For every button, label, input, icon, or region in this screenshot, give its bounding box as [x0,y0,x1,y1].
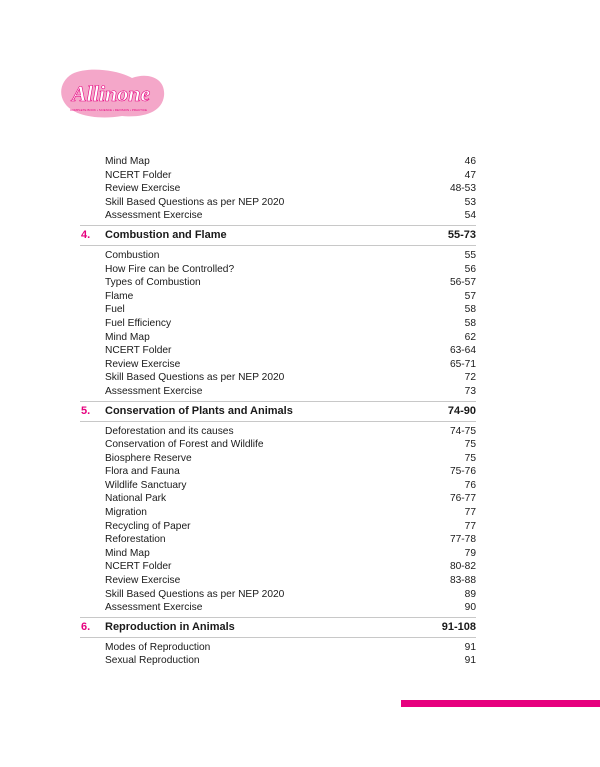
table-of-contents [80,155,476,668]
entry-page: 76-77 [449,493,476,505]
toc-entry [80,425,476,439]
entry-label: Skill Based Questions as per NEP 2020 [105,588,285,600]
entry-page: 90 [464,602,476,614]
chapter-heading [80,401,476,422]
pink-accent-bar [401,700,600,707]
entry-label: Deforestation and its causes [105,425,234,437]
entry-page: 79 [464,547,476,559]
entry-page: 63-64 [449,345,476,357]
entry-label: NCERT Folder [105,169,172,181]
toc-entry [80,331,476,345]
entry-page: 58 [464,317,476,329]
toc-entry [80,547,476,561]
entry-page: 77 [464,507,476,519]
entry-label: Mind Map [105,331,150,343]
toc-entry [80,492,476,506]
entry-label: Review Exercise [105,575,181,587]
chapter-number: 4. [81,229,91,242]
entry-page: 47 [464,169,476,181]
entry-page: 75-76 [449,466,476,478]
toc-entry [80,601,476,615]
entry-label: Assessment Exercise [105,602,203,614]
toc-entry [80,358,476,372]
toc-entry [80,506,476,520]
chapter-pages: 91-108 [441,621,476,634]
entry-label: Mind Map [105,547,150,559]
entry-label: Sexual Reproduction [105,655,200,667]
toc-entry [80,182,476,196]
toc-entry [80,533,476,547]
entry-page: 48-53 [449,183,476,195]
entry-label: NCERT Folder [105,345,172,357]
entry-label: Recycling of Paper [105,520,191,532]
entry-label: Conservation of Forest and Wildlife [105,439,264,451]
entry-label: Migration [105,507,147,519]
chapter-pages: 55-73 [447,229,476,242]
toc-entry [80,317,476,331]
entry-page: 55 [464,249,476,261]
toc-entry [80,290,476,304]
toc-entry [80,479,476,493]
entry-page: 56-57 [449,277,476,289]
toc-entry [80,344,476,358]
toc-entry [80,654,476,668]
entry-page: 56 [464,263,476,275]
toc-entry [80,276,476,290]
toc-entry [80,641,476,655]
toc-entry [80,588,476,602]
toc-entry [80,263,476,277]
entry-label: Fuel Efficiency [105,317,172,329]
entry-label: National Park [105,493,167,505]
chapter-number: 5. [81,405,91,417]
entry-label: Mind Map [105,156,150,167]
entry-page: 58 [464,304,476,316]
entry-label: Review Exercise [105,183,181,195]
chapter-number: 6. [81,621,91,634]
entry-label: Wildlife Sanctuary [105,479,187,491]
toc-entry [80,438,476,452]
toc-entry [80,520,476,534]
entry-page: 54 [464,210,476,222]
entry-label: Fuel [105,304,125,316]
entry-page: 91 [464,641,476,653]
entry-label: Flame [105,290,134,302]
entry-label: Skill Based Questions as per NEP 2020 [105,196,285,208]
chapter-heading [80,225,476,246]
entry-page: 72 [464,372,476,384]
entry-page: 83-88 [449,575,476,587]
entry-page: 73 [464,385,476,397]
entry-page: 75 [464,439,476,451]
entry-page: 46 [464,156,476,167]
brand-tagline: COMPLETE BOOK • SCIENCE • REVISION • PRACTICE [70,108,147,112]
toc-entry [80,560,476,574]
chapter-pages: 74-90 [447,405,476,417]
chapter-heading [80,617,476,638]
entry-label: Combustion [105,249,160,261]
entry-page: 89 [464,588,476,600]
toc-entry [80,209,476,223]
chapter-title: Conservation of Plants and Animals [105,405,293,417]
toc-entry [80,465,476,479]
entry-label: Assessment Exercise [105,385,203,397]
entry-page: 75 [464,452,476,464]
entry-label: How Fire can be Controlled? [105,263,235,275]
chapter-title: Reproduction in Animals [105,621,235,634]
entry-page: 65-71 [449,358,476,370]
entry-label: Reforestation [105,534,166,546]
entry-page: 91 [464,655,476,667]
entry-page: 62 [464,331,476,343]
entry-page: 80-82 [449,561,476,573]
entry-label: Types of Combustion [105,277,201,289]
brand-name: Allinone [72,81,151,106]
entry-page: 57 [464,290,476,302]
entry-page: 77 [464,520,476,532]
toc-entry [80,249,476,263]
entry-page: 77-78 [449,534,476,546]
toc-entry [80,169,476,183]
toc-entry [80,196,476,210]
toc-entry [80,371,476,385]
entry-page: 53 [464,196,476,208]
chapter-title: Combustion and Flame [105,229,227,242]
entry-page: 76 [464,479,476,491]
toc-entry [80,574,476,588]
entry-label: Modes of Reproduction [105,641,211,653]
toc-entry [80,155,476,169]
entry-label: Flora and Fauna [105,466,180,478]
entry-label: Assessment Exercise [105,210,203,222]
entry-page: 74-75 [449,425,476,437]
entry-label: Biosphere Reserve [105,452,192,464]
toc-entry [80,452,476,466]
toc-entry [80,385,476,399]
entry-label: NCERT Folder [105,561,172,573]
entry-label: Skill Based Questions as per NEP 2020 [105,372,285,384]
brand-logo [58,66,170,122]
entry-label: Review Exercise [105,358,181,370]
toc-entry [80,303,476,317]
